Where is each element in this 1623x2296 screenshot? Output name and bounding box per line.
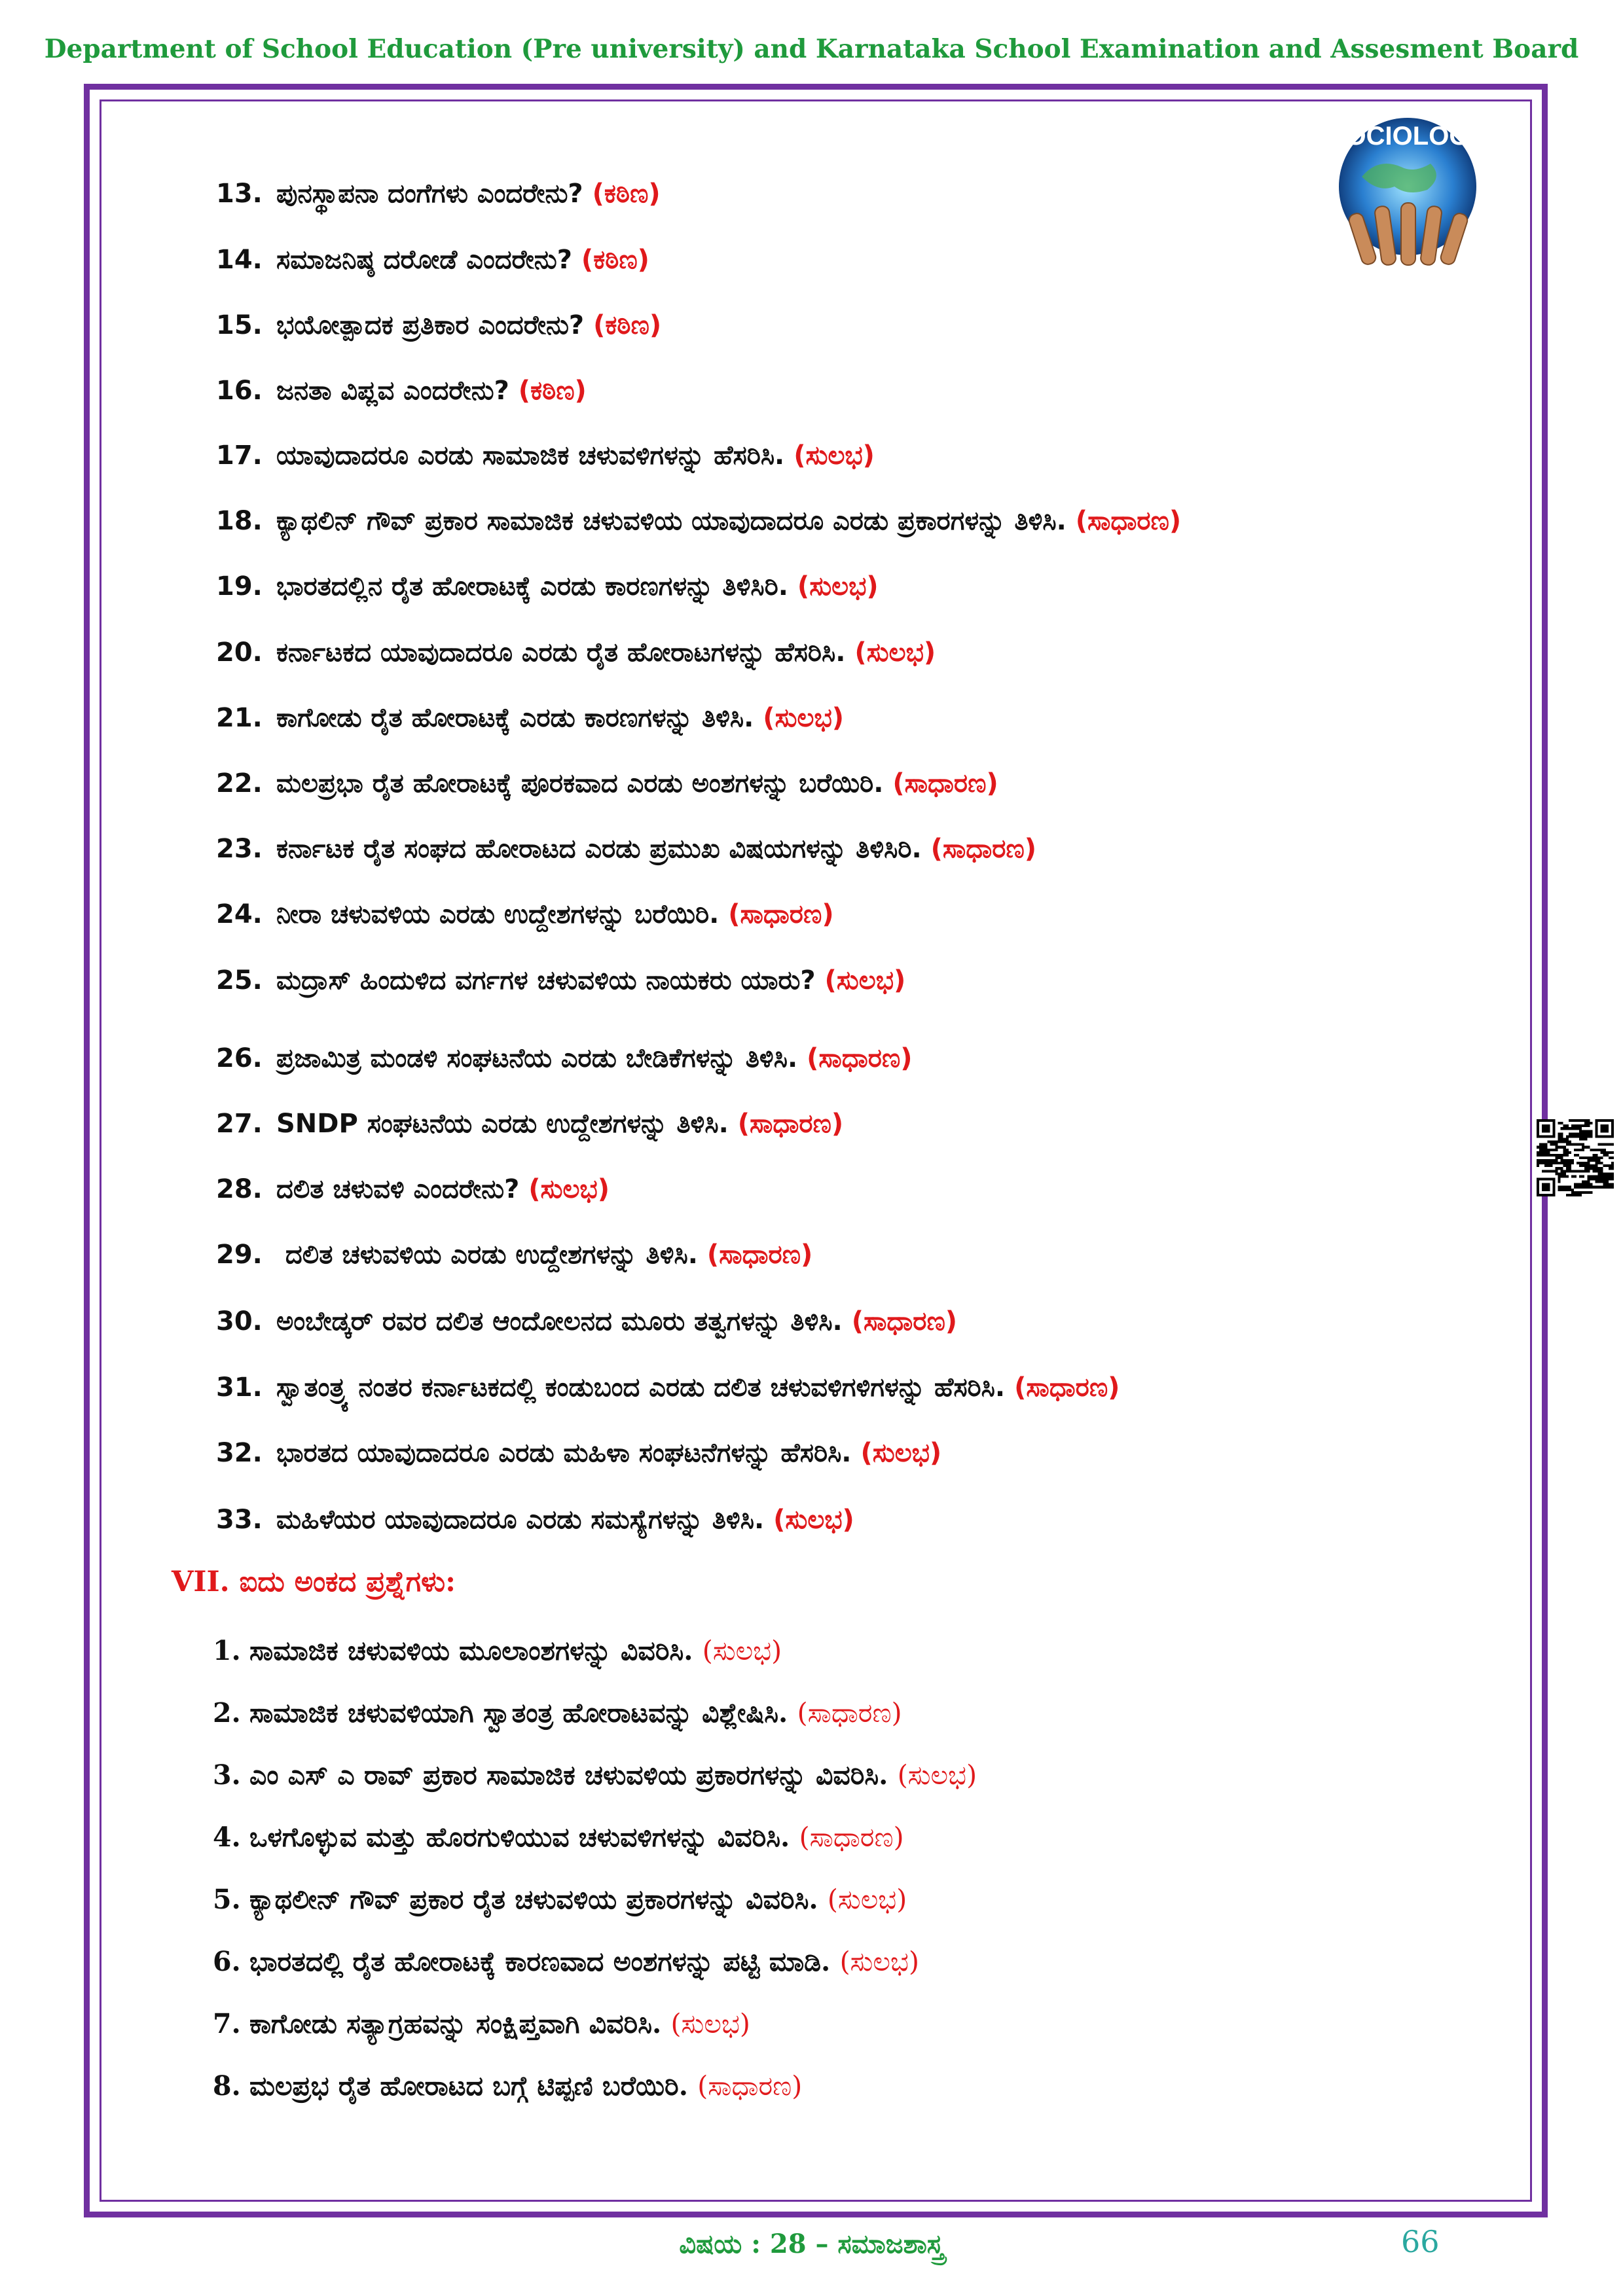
question-item <box>216 836 1036 862</box>
question-number: 3. <box>213 1759 241 1791</box>
question-item <box>213 1821 904 1853</box>
difficulty-label: (ಸುಲಭ) <box>797 571 879 601</box>
difficulty-label: (ಸುಲಭ) <box>670 2008 750 2039</box>
question-number: 15. <box>216 310 263 340</box>
difficulty-label: (ಸಾಧಾರಣ) <box>728 899 834 929</box>
question-item <box>216 181 661 207</box>
question-text: ಪುನಸ್ಥಾಪನಾ ದಂಗೆಗಳು ಎಂದರೇನು? <box>276 179 583 209</box>
question-item <box>216 378 587 404</box>
page-header: Department of School Education (Pre university) and Karnataka School Examination and Assesment Board <box>44 34 1579 64</box>
question-text: ಕಾಗೋಡು ಸತ್ಯಾಗ್ರಹವನ್ನು ಸಂಕ್ಷಿಪ್ತವಾಗಿ ವಿವರಿಸಿ. <box>249 2008 662 2039</box>
question-number: 23. <box>216 834 263 864</box>
question-item <box>216 247 649 273</box>
question-number: 28. <box>216 1174 263 1204</box>
question-text: ಮಲಪ್ರಭ ರೈತ ಹೋರಾಟದ ಬಗ್ಗೆ ಟಿಪ್ಪಣಿ ಬರೆಯಿರಿ. <box>249 2070 688 2102</box>
question-item <box>216 967 905 994</box>
question-item <box>216 901 834 927</box>
question-number: 1. <box>213 1635 241 1666</box>
difficulty-label: (ಸುಲಭ) <box>839 1946 919 1977</box>
question-item <box>216 1507 854 1533</box>
difficulty-label: (ಸಾಧಾರಣ) <box>1075 506 1182 536</box>
difficulty-label: (ಸುಲಭ) <box>528 1174 610 1204</box>
question-item <box>213 1948 919 1975</box>
question-text: ನೀರಾ ಚಳುವಳಿಯ ಎರಡು ಉದ್ದೇಶಗಳನ್ನು ಬರೆಯಿರಿ. <box>276 899 720 929</box>
question-text: ಅಂಬೇಡ್ಕರ್ ರವರ ದಲಿತ ಆಂದೋಲನದ ಮೂರು ತತ್ವಗಳನ್ನು ತಿಳಿಸಿ. <box>276 1306 843 1336</box>
question-number: 24. <box>216 899 263 929</box>
question-text: ಭಾರತದಲ್ಲಿ ರೈತ ಹೋರಾಟಕ್ಕೆ ಕಾರಣವಾದ ಅಂಶಗಳನ್ನು ಪಟ್ಟಿ ಮಾಡಿ. <box>249 1946 831 1977</box>
question-number: 14. <box>216 245 263 275</box>
question-item <box>216 312 661 338</box>
difficulty-label: (ಕಠಿಣ) <box>581 245 649 275</box>
question-number: 29. <box>216 1240 263 1270</box>
difficulty-label: (ಸುಲಭ) <box>827 1884 907 1915</box>
question-text: ಮದ್ರಾಸ್ ಹಿಂದುಳಿದ ವರ್ಗಗಳ ಚಳುವಳಿಯ ನಾಯಕರು ಯಾರು? <box>276 965 816 996</box>
question-number: 27. <box>216 1109 263 1139</box>
difficulty-label: (ಸಾಧಾರಣ) <box>706 1240 813 1270</box>
question-number: 33. <box>216 1505 263 1535</box>
question-item <box>213 2008 750 2039</box>
question-number: 30. <box>216 1306 263 1336</box>
question-number: 19. <box>216 571 263 601</box>
question-number: 22. <box>216 768 263 798</box>
section-title: VII. ಐದು ಅಂಕದ ಪ್ರಶ್ನೆಗಳು: <box>172 1566 456 1598</box>
difficulty-label: (ಸಾಧಾರಣ) <box>799 1821 904 1853</box>
question-item <box>216 705 844 731</box>
question-item <box>216 1440 941 1466</box>
question-item <box>216 508 1181 534</box>
question-text: ಕ್ಯಾಥಲಿನ್ ಗೌವ್ ಪ್ರಕಾರ ಸಾಮಾಜಿಕ ಚಳುವಳಿಯ ಯಾವುದಾದರೂ ಎರಡು ಪ್ರಕಾರಗಳನ್ನು ತಿಳಿಸಿ. <box>276 506 1067 536</box>
question-number: 7. <box>213 2008 241 2039</box>
question-text: ಭಯೋತ್ಪಾದಕ ಪ್ರತಿಕಾರ ಎಂದರೇನು? <box>276 310 585 340</box>
difficulty-label: (ಸಾಧಾರಣ) <box>737 1109 844 1139</box>
difficulty-label: (ಸುಲಭ) <box>773 1505 854 1535</box>
question-text: ಕರ್ನಾಟಕದ ಯಾವುದಾದರೂ ಎರಡು ರೈತ ಹೋರಾಟಗಳನ್ನು ಹೆಸರಿಸಿ. <box>276 637 846 668</box>
question-number: 25. <box>216 965 263 996</box>
question-text: ಪ್ರಜಾಮಿತ್ರ ಮಂಡಳಿ ಸಂಘಟನೆಯ ಎರಡು ಬೇಡಿಕೆಗಳನ್ನು ತಿಳಿಸಿ. <box>276 1043 798 1073</box>
qr-code-icon[interactable] <box>1537 1119 1614 1196</box>
question-text: ಕಾಗೋಡು ರೈತ ಹೋರಾಟಕ್ಕೆ ಎರಡು ಕಾರಣಗಳನ್ನು ತಿಳಿಸಿ. <box>276 703 754 733</box>
question-number: 20. <box>216 637 263 668</box>
question-number: 32. <box>216 1438 263 1468</box>
question-text: ಕ್ಯಾಥಲೀನ್ ಗೌವ್ ಪ್ರಕಾರ ರೈತ ಚಳುವಳಿಯ ಪ್ರಕಾರಗಳನ್ನು ವಿವರಿಸಿ. <box>249 1884 818 1915</box>
question-item <box>216 770 998 797</box>
question-number: 31. <box>216 1372 263 1403</box>
question-number: 5. <box>213 1884 241 1915</box>
footer-subject: ವಿಷಯ : 28 – ಸಮಾಜಶಾಸ್ತ್ರ <box>679 2229 944 2259</box>
sociology-logo <box>1316 115 1499 278</box>
question-text: ಸ್ವಾತಂತ್ರ್ಯ ನಂತರ ಕರ್ನಾಟಕದಲ್ಲಿ ಕಂಡುಬಂದ ಎರಡು ದಲಿತ ಚಳುವಳಿಗಳಿಗಳನ್ನು ಹೆಸರಿಸಿ. <box>276 1372 1006 1403</box>
difficulty-label: (ಸಾಧಾರಣ) <box>807 1043 913 1073</box>
question-text: ಸಾಮಾಜಿಕ ಚಳುವಳಿಯ ಮೂಲಾಂಶಗಳನ್ನು ವಿವರಿಸಿ. <box>249 1635 693 1666</box>
question-text: SNDP ಸಂಘಟನೆಯ ಎರಡು ಉದ್ದೇಶಗಳನ್ನು ತಿಳಿಸಿ. <box>276 1109 729 1139</box>
difficulty-label: (ಸಾಧಾರಣ) <box>1014 1372 1120 1403</box>
question-number: 6. <box>213 1946 241 1977</box>
difficulty-label: (ಸುಲಭ) <box>854 637 936 668</box>
question-number: 2. <box>213 1697 241 1729</box>
difficulty-label: (ಸಾಧಾರಣ) <box>851 1306 958 1336</box>
difficulty-label: (ಸುಲಭ) <box>763 703 845 733</box>
question-number: 17. <box>216 440 263 471</box>
question-text: ಮಹಿಳೆಯರ ಯಾವುದಾದರೂ ಎರಡು ಸಮಸ್ಯೆಗಳನ್ನು ತಿಳಿಸಿ. <box>276 1505 765 1535</box>
question-text: ದಲಿತ ಚಳುವಳಿಯ ಎರಡು ಉದ್ದೇಶಗಳನ್ನು ತಿಳಿಸಿ. <box>276 1240 698 1270</box>
question-item <box>216 573 879 600</box>
difficulty-label: (ಸುಲಭ) <box>897 1759 977 1791</box>
page-number: 66 <box>1401 2224 1440 2259</box>
question-text: ಮಲಪ್ರಭಾ ರೈತ ಹೋರಾಟಕ್ಕೆ ಪೂರಕವಾದ ಎರಡು ಅಂಶಗಳನ್ನು ಬರೆಯಿರಿ. <box>276 768 884 798</box>
question-item <box>216 639 936 666</box>
question-item <box>216 1374 1120 1401</box>
question-item <box>213 1759 977 1791</box>
question-number: 26. <box>216 1043 263 1073</box>
question-text: ಯಾವುದಾದರೂ ಎರಡು ಸಾಮಾಜಿಕ ಚಳುವಳಿಗಳನ್ನು ಹೆಸರಿಸಿ. <box>276 440 785 471</box>
question-text: ಭಾರತದ ಯಾವುದಾದರೂ ಎರಡು ಮಹಿಳಾ ಸಂಘಟನೆಗಳನ್ನು ಹೆಸರಿಸಿ. <box>276 1438 852 1468</box>
question-text: ಭಾರತದಲ್ಲಿನ ರೈತ ಹೋರಾಟಕ್ಕೆ ಎರಡು ಕಾರಣಗಳನ್ನು ತಿಳಿಸಿರಿ. <box>276 571 788 601</box>
difficulty-label: (ಕಠಿಣ) <box>518 376 587 406</box>
difficulty-label: (ಸಾಧಾರಣ) <box>892 768 998 798</box>
question-text: ದಲಿತ ಚಳುವಳಿ ಎಂದರೇನು? <box>276 1174 520 1204</box>
question-text: ಸಾಮಾಜಿಕ ಚಳುವಳಿಯಾಗಿ ಸ್ವಾತಂತ್ರ ಹೋರಾಟವನ್ನು ವಿಶ್ಲೇಷಿಸಿ. <box>249 1697 788 1729</box>
question-item <box>213 1697 902 1729</box>
question-item <box>216 1045 913 1071</box>
difficulty-label: (ಸಾಧಾರಣ) <box>797 1697 902 1729</box>
question-number: 8. <box>213 2070 241 2102</box>
question-item <box>216 442 875 469</box>
difficulty-label: (ಕಠಿಣ) <box>592 179 661 209</box>
difficulty-label: (ಸಾಧಾರಣ) <box>930 834 1037 864</box>
question-item <box>216 1176 610 1202</box>
question-text: ಒಳಗೊಳ್ಳುವ ಮತ್ತು ಹೊರಗುಳಿಯುವ ಚಳುವಳಿಗಳನ್ನು ವಿವರಿಸಿ. <box>249 1821 790 1853</box>
question-item <box>213 1635 782 1666</box>
difficulty-label: (ಸುಲಭ) <box>793 440 875 471</box>
question-number: 18. <box>216 506 263 536</box>
question-text: ಸಮಾಜನಿಷ್ಠ ದರೋಡೆ ಎಂದರೇನು? <box>276 245 572 275</box>
question-number: 4. <box>213 1821 241 1853</box>
question-text: ಜನತಾ ವಿಪ್ಲವ ಎಂದರೇನು? <box>276 376 509 406</box>
question-text: ಎಂ ಎಸ್ ಎ ರಾವ್ ಪ್ರಕಾರ ಸಾಮಾಜಿಕ ಚಳುವಳಿಯ ಪ್ರಕಾರಗಳನ್ನು ವಿವರಿಸಿ. <box>249 1759 888 1791</box>
question-item <box>216 1308 957 1335</box>
question-text: ಕರ್ನಾಟಕ ರೈತ ಸಂಘದ ಹೋರಾಟದ ಎರಡು ಪ್ರಮುಖ ವಿಷಯಗಳನ್ನು ತಿಳಿಸಿರಿ. <box>276 834 922 864</box>
difficulty-label: (ಸುಲಭ) <box>702 1635 782 1666</box>
question-item <box>213 1886 907 1913</box>
question-number: 13. <box>216 179 263 209</box>
question-number: 21. <box>216 703 263 733</box>
question-item <box>213 2070 803 2102</box>
question-item <box>216 1242 812 1268</box>
question-number: 16. <box>216 376 263 406</box>
difficulty-label: (ಸುಲಭ) <box>860 1438 942 1468</box>
difficulty-label: (ಸುಲಭ) <box>824 965 906 996</box>
question-item <box>216 1111 843 1137</box>
logo-text: SOCIOLOGY <box>1328 122 1487 151</box>
difficulty-label: (ಕಠಿಣ) <box>593 310 662 340</box>
difficulty-label: (ಸಾಧಾರಣ) <box>697 2070 803 2102</box>
